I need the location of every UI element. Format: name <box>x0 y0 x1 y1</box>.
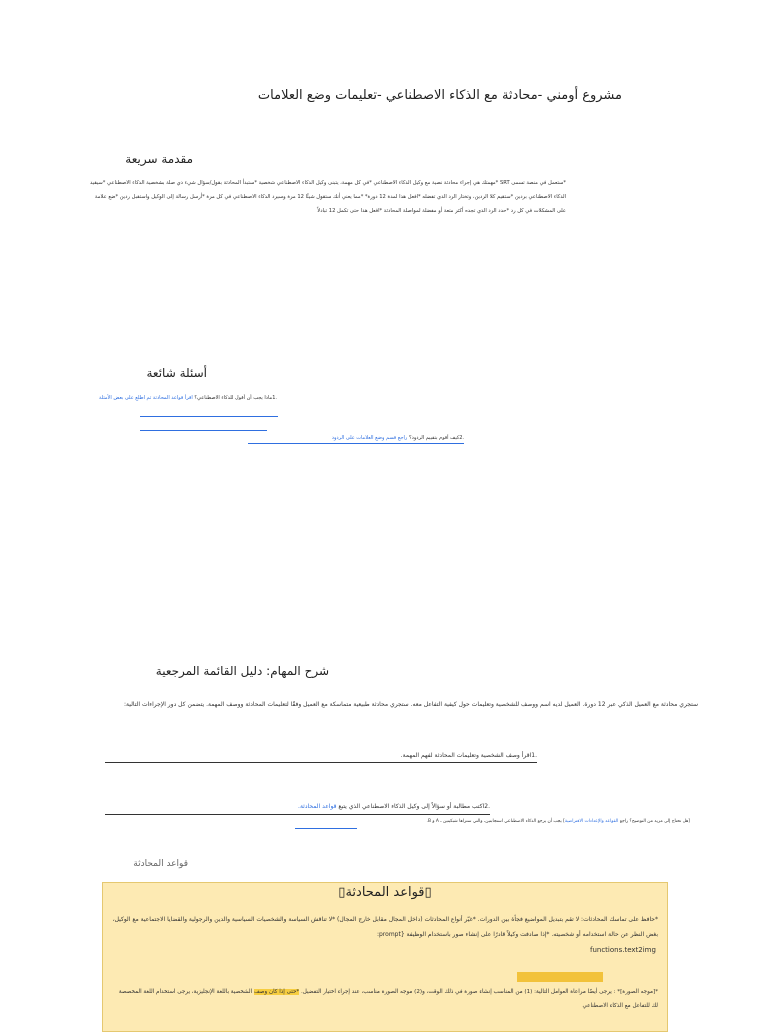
note-text: [هل تحتاج إلى مزيد من التوضيح؟ راجع <box>618 819 690 824</box>
faq-heading: أسئلة شائعة <box>146 366 207 380</box>
faq-q1-text: .1ماذا يجب أن أقول للذكاء الاصطناعي؟ <box>192 395 277 401</box>
rules-section-label: قواعد المحادثة <box>133 859 188 869</box>
note-underline <box>295 828 357 829</box>
rules-paragraph-1: *حافظ على تماسك المحادثات: لا تقم بتبديل المواضيع فجأة بين الدورات. *غيّر أنواع المحادثات (داخل المجال مقابل خارج المجال) *لا تناقش السياسة والشخصيات السياسية والدين والرجولية والقضايا الاجتماعية مع الوكيل، بغض النظر عن حالة استخدامه أو شخصيته. *إذا صادفت وكيلاً قادرًا على إنشاء صور باستخدام الوظيفة {prompt: <box>112 916 658 938</box>
task-paragraph: ستجري محادثة مع العميل الذكي عبر 12 دورة. العميل لديه اسم ووصف للشخصية وتعليمات حول كيفية التفاعل معه. ستجري محادثة طبيعية متماسكة مع العميل وفقًا لتعليمات المحادثة ووصف المهمة. يتضمن كل دور الإجراءات التالية: <box>124 701 698 708</box>
rules-box-title <box>102 885 668 900</box>
intro-heading: مقدمة سريعة <box>125 152 193 166</box>
rules-p2-highlight: *حتى إذا كان وصف <box>253 989 300 995</box>
intro-paragraph: *ستعمل في منصة تسمى SRT *مهمتك هي إجراء محادثة نصية مع وكيل الذكاء الاصطناعي *في كل مهمة، يتبنى وكيل الذكاء الاصطناعي شخصية *ستبدأ المحادثة بقول/سؤال شيء ذي صلة بشخصية الذكاء الاصطناعي *سيقيد الذكاء الاصطناعي بردين *ستقيم كلا الردين، وتختار الرد الذي تفضله *افعل هذا لمدة 12 دورة* *مما يعني أنك ستقول شيئًا 12 مرة وسيرد الذكاء الاصطناعي في كل مرة *أرسل رسالة إلى الوكيل واستقبل ردين *ضع علامة على المشكلات في كل رد *حدد الرد الذي تجده أكثر متعة أو مفضلة لمواصلة المحادثة *افعل هذا حتى تكمل 12 تبادلاً <box>89 180 566 214</box>
rules-p2-pre: *[موجه الصورة]* : يرجى أيضًا مراعاة العوامل التالية: (1) من المناسب إنشاء صورة في ذلك الوقت، و(2) موجه الصورة مناسب، عند إجراء اختيار التفضيل. <box>299 989 658 995</box>
highlight-bar <box>517 972 603 982</box>
step-2-underline <box>105 814 490 815</box>
faq-q1-underline <box>140 416 278 417</box>
box-glyph-right: ▯ <box>424 885 432 900</box>
faq-q2-text: .2كيف أقوم بتقييم الردود؟ <box>407 435 464 441</box>
faq-q1-link[interactable]: اقرأ قواعد المحادثة ثم اطلع على بعض الأمثلة <box>99 395 193 401</box>
rules-paragraph-2 <box>112 985 658 1013</box>
document-title: مشروع أومني -محادثة مع الذكاء الاصطناعي -تعليمات وضع العلامات <box>257 88 622 103</box>
step-1-underline <box>105 762 537 763</box>
step-1: .1اقرأ وصف الشخصية وتعليمات المحادثة لفهم المهمة. <box>400 752 537 759</box>
faq-q2-link[interactable]: راجع قسم وضع العلامات على الردود <box>331 435 408 441</box>
task-heading: شرح المهام: دليل القائمة المرجعية <box>155 664 329 678</box>
rules-box-title-text: قواعد المحادثة <box>345 885 425 900</box>
step-2-text: .2اكتب مطالبة أو سؤالاً إلى وكيل الذكاء الاصطناعي الذي يتبع <box>336 803 490 810</box>
step-2 <box>105 803 490 810</box>
box-glyph-left: ▯ <box>338 885 346 900</box>
faq-q1-underline-2 <box>140 430 267 431</box>
step-2-link[interactable]: قواعد المحادثة. <box>298 803 337 810</box>
function-name: functions.text2img <box>590 946 656 954</box>
faq-question-2 <box>248 435 464 441</box>
faq-question-1 <box>95 392 277 404</box>
faq-q2-underline <box>248 443 464 444</box>
note-link[interactable]: القواعد والإعدادات الافتراضية <box>564 819 619 824</box>
clarification-note <box>180 819 690 824</box>
rules-p2-post: الشخصية باللغة الإنجليزية، يرجى استخدام اللغة المخصصة لك للتفاعل مع الذكاء الاصطناعي <box>118 989 658 1009</box>
note-rest: ] يجب أن يرجع الذكاء الاصطناعي استجابتين، والتي ستراها شبكيتين ـ A و B. <box>426 819 565 824</box>
